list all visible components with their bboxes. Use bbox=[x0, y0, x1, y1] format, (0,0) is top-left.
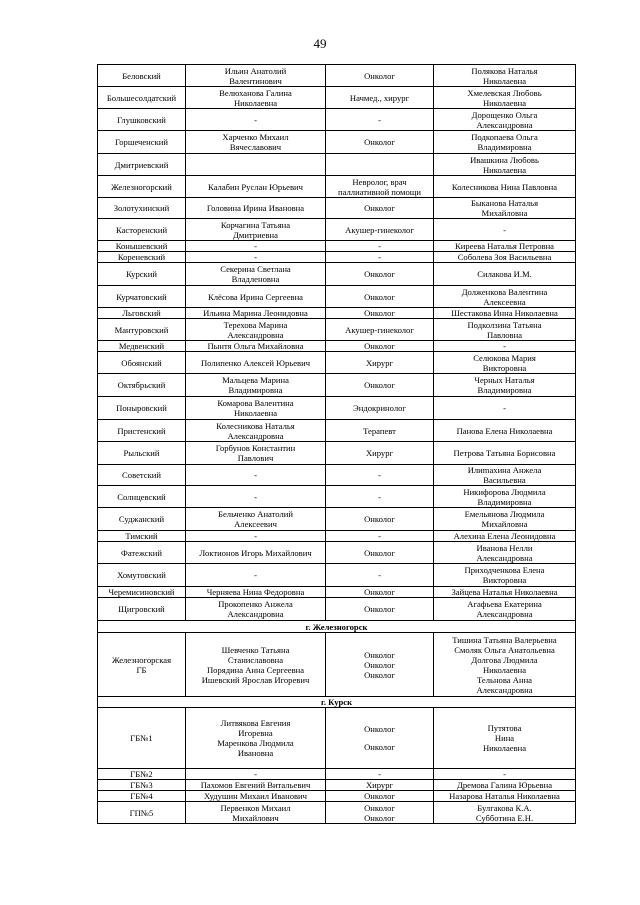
name-cell: Первенков Михаил Михайлович bbox=[186, 802, 326, 824]
specialty-cell: - bbox=[326, 109, 434, 131]
district-cell: Советский bbox=[98, 465, 186, 486]
district-cell: Фатежский bbox=[98, 542, 186, 564]
district-cell: Мантуровский bbox=[98, 319, 186, 341]
district-cell: Беловский bbox=[98, 65, 186, 87]
responsible-cell: - bbox=[434, 219, 576, 241]
responsible-cell: Ивашкина Любовь Николаевна bbox=[434, 154, 576, 176]
responsible-cell: - bbox=[434, 397, 576, 420]
district-cell: ГБ№2 bbox=[98, 769, 186, 780]
specialty-cell: Онколог bbox=[326, 65, 434, 87]
table-row bbox=[98, 65, 576, 87]
responsible-cell: Селюкова Мария Викторовна bbox=[434, 352, 576, 374]
district-cell: Медвенский bbox=[98, 341, 186, 352]
specialty-cell: - bbox=[326, 564, 434, 587]
name-cell: - bbox=[186, 252, 326, 263]
district-cell: Глушковский bbox=[98, 109, 186, 131]
district-cell: Золотухинский bbox=[98, 198, 186, 219]
district-cell: Рыльский bbox=[98, 442, 186, 465]
specialty-cell: Онколог bbox=[326, 198, 434, 219]
page-number: 49 bbox=[313, 36, 327, 51]
district-cell: Большесолдатский bbox=[98, 87, 186, 109]
specialty-cell bbox=[326, 708, 434, 769]
table-row bbox=[98, 442, 576, 465]
table-row bbox=[98, 198, 576, 219]
specialty-cell: - bbox=[326, 252, 434, 263]
specialty-cell: - bbox=[326, 241, 434, 252]
table-row bbox=[98, 486, 576, 508]
specialty-cell: Онколог bbox=[326, 508, 434, 531]
table-row bbox=[98, 131, 576, 154]
specialty-cell: Онколог Онколог bbox=[326, 802, 434, 824]
name-cell: - bbox=[186, 564, 326, 587]
responsible-cell: - bbox=[434, 769, 576, 780]
district-cell: Обоянский bbox=[98, 352, 186, 374]
name-cell: Ильин Анатолий Валентинович bbox=[186, 65, 326, 87]
name-cell: Локтионов Игорь Михайлович bbox=[186, 542, 326, 564]
responsible-cell: - bbox=[434, 341, 576, 352]
specialty-cell: Онколог bbox=[326, 374, 434, 397]
specialty-cell: Акушер-гинеколог bbox=[326, 219, 434, 241]
name-cell: - bbox=[186, 109, 326, 131]
name-cell: Полипенко Алексей Юрьевич bbox=[186, 352, 326, 374]
name-cell bbox=[186, 708, 326, 769]
name-cell: Горбунов Константин Павлович bbox=[186, 442, 326, 465]
specialty-cell: Онколог bbox=[326, 341, 434, 352]
district-cell: Тимский bbox=[98, 531, 186, 542]
responsible-cell: Колесникова Нина Павловна bbox=[434, 176, 576, 198]
district-cell: Железногорская ГБ bbox=[98, 633, 186, 697]
district-rows bbox=[98, 65, 576, 621]
name-cell: Черняева Нина Федоровна bbox=[186, 587, 326, 598]
specialty-cell: Начмед., хирург bbox=[326, 87, 434, 109]
table-row bbox=[98, 374, 576, 397]
responsible-cell: Агафьева Екатерина Александровна bbox=[434, 598, 576, 621]
responsible-cell: Булгакова К.А. Субботина Е.Н. bbox=[434, 802, 576, 824]
name-cell: - bbox=[186, 465, 326, 486]
table-row bbox=[98, 780, 576, 791]
district-cell: Курчатовский bbox=[98, 286, 186, 308]
specialty-entry: Онколог bbox=[364, 742, 395, 752]
specialty-cell: Хирург bbox=[326, 780, 434, 791]
table-row bbox=[98, 769, 576, 780]
responsible-cell: Панова Елена Николаевна bbox=[434, 420, 576, 442]
table-row bbox=[98, 598, 576, 621]
district-cell: Льговский bbox=[98, 308, 186, 319]
name-cell: Харченко Михаил Вячеславович bbox=[186, 131, 326, 154]
section-title-kursk: г. Курск bbox=[98, 697, 576, 708]
table-row bbox=[98, 633, 576, 697]
responsible-cell: Назарова Наталья Николаевна bbox=[434, 791, 576, 802]
table-row bbox=[98, 252, 576, 263]
responsible-cell: Зайцева Наталья Николаевна bbox=[434, 587, 576, 598]
district-cell: Дмитриевский bbox=[98, 154, 186, 176]
responsible-cell: Хмелевская Любовь Николаевна bbox=[434, 87, 576, 109]
name-cell: Головина Ирина Ивановна bbox=[186, 198, 326, 219]
district-cell: Октябрьский bbox=[98, 374, 186, 397]
table-row bbox=[98, 352, 576, 374]
specialty-cell: Хирург bbox=[326, 442, 434, 465]
responsible-cell: Приходченкова Елена Викторовна bbox=[434, 564, 576, 587]
table-row bbox=[98, 341, 576, 352]
district-cell: Пристенский bbox=[98, 420, 186, 442]
specialty-cell: Онколог bbox=[326, 308, 434, 319]
section-row-kursk bbox=[98, 697, 576, 708]
responsible-cell: Дремова Галина Юрьевна bbox=[434, 780, 576, 791]
district-cell: ГБ№3 bbox=[98, 780, 186, 791]
specialty-cell: - bbox=[326, 486, 434, 508]
specialty-cell: Онколог bbox=[326, 587, 434, 598]
specialists-table bbox=[97, 64, 576, 824]
responsible-cell: Долженкова Валентина Алексеевна bbox=[434, 286, 576, 308]
name-cell: Секерина Светлана Владленовна bbox=[186, 263, 326, 286]
specialty-cell: - bbox=[326, 465, 434, 486]
district-cell: Черемисиновский bbox=[98, 587, 186, 598]
name-cell: Бельченко Анатолий Алексеевич bbox=[186, 508, 326, 531]
table-row bbox=[98, 87, 576, 109]
district-cell: ГП№5 bbox=[98, 802, 186, 824]
district-cell: Суджанский bbox=[98, 508, 186, 531]
table-row bbox=[98, 397, 576, 420]
district-cell: ГБ№1 bbox=[98, 708, 186, 769]
responsible-cell: Соболева Зоя Васильевна bbox=[434, 252, 576, 263]
district-cell: Поныровский bbox=[98, 397, 186, 420]
table-row bbox=[98, 319, 576, 341]
specialty-cell: Онколог Онколог Онколог bbox=[326, 633, 434, 697]
specialty-cell: - bbox=[326, 531, 434, 542]
responsible-cell: Шестакова Инна Николаевна bbox=[434, 308, 576, 319]
specialty-cell: Акушер-гинеколог bbox=[326, 319, 434, 341]
table-row bbox=[98, 308, 576, 319]
specialty-cell bbox=[326, 154, 434, 176]
table-row bbox=[98, 420, 576, 442]
table-row bbox=[98, 263, 576, 286]
specialty-cell: Онколог bbox=[326, 131, 434, 154]
district-cell: Хомутовский bbox=[98, 564, 186, 587]
table-row bbox=[98, 508, 576, 531]
table-row bbox=[98, 465, 576, 486]
responsible-cell: Подкопаева Ольга Владимировна bbox=[434, 131, 576, 154]
responsible-cell: Емельянова Людмила Михайловна bbox=[434, 508, 576, 531]
district-cell: Горшеченский bbox=[98, 131, 186, 154]
name-cell: Мальцева Марина Владимировна bbox=[186, 374, 326, 397]
name-cell: Худушин Михаил Иванович bbox=[186, 791, 326, 802]
responsible-cell: Никифорова Людмила Владимировна bbox=[434, 486, 576, 508]
section-title-zheleznogorsk: г. Железногорск bbox=[98, 621, 576, 633]
name-cell: Прокопенко Анжела Александровна bbox=[186, 598, 326, 621]
specialty-cell: Невролог, врач паллиативной помощи bbox=[326, 176, 434, 198]
section-row-zheleznogorsk bbox=[98, 621, 576, 633]
table-row bbox=[98, 802, 576, 824]
specialty-cell: Онколог bbox=[326, 791, 434, 802]
table-row bbox=[98, 154, 576, 176]
name-cell: Корчагина Татьяна Дмитриевна bbox=[186, 219, 326, 241]
responsible-cell: Тишина Татьяна Валерьевна Смоляк Ольга Анатольевна Долгова Людмила Николаевна Тельнова Анна Александровна bbox=[434, 633, 576, 697]
name-cell: Колесникова Наталья Александровна bbox=[186, 420, 326, 442]
responsible-cell: Иванова Нелли Александровна bbox=[434, 542, 576, 564]
responsible-cell: Силакова И.М. bbox=[434, 263, 576, 286]
kursk-rows bbox=[98, 769, 576, 824]
responsible-cell: Путятова Нина Николаевна bbox=[434, 708, 576, 769]
specialty-cell: - bbox=[326, 769, 434, 780]
table-row bbox=[98, 587, 576, 598]
district-cell: ГБ№4 bbox=[98, 791, 186, 802]
responsible-cell: Петрова Татьяна Борисовна bbox=[434, 442, 576, 465]
name-cell: Калабин Руслан Юрьевич bbox=[186, 176, 326, 198]
name-cell: - bbox=[186, 486, 326, 508]
specialty-cell: Онколог bbox=[326, 598, 434, 621]
name-cell: Пахомов Евгений Витальевич bbox=[186, 780, 326, 791]
responsible-cell: Быканова Наталья Михайловна bbox=[434, 198, 576, 219]
specialty-cell: Терапевт bbox=[326, 420, 434, 442]
table-row bbox=[98, 542, 576, 564]
specialty-cell: Хирург bbox=[326, 352, 434, 374]
specialty-cell: Эндокринолог bbox=[326, 397, 434, 420]
table-row bbox=[98, 219, 576, 241]
table-row bbox=[98, 564, 576, 587]
responsible-cell: Илиmахина Анжела Васильевна bbox=[434, 465, 576, 486]
name-cell bbox=[186, 154, 326, 176]
responsible-cell: Черных Наталья Владимировна bbox=[434, 374, 576, 397]
specialty-cell: Онколог bbox=[326, 263, 434, 286]
name-cell: Клёсова Ирина Сергеевна bbox=[186, 286, 326, 308]
name-cell: Терехова Марина Александровна bbox=[186, 319, 326, 341]
specialty-cell: Онколог bbox=[326, 286, 434, 308]
name-cell: Пынтя Ольга Михайловна bbox=[186, 341, 326, 352]
table-row bbox=[98, 286, 576, 308]
table-row bbox=[98, 531, 576, 542]
district-cell: Щигровский bbox=[98, 598, 186, 621]
table-row bbox=[98, 109, 576, 131]
table-row bbox=[98, 241, 576, 252]
specialty-cell: Онколог bbox=[326, 542, 434, 564]
name-entry: Литвякова Евгения Игоревна bbox=[220, 718, 291, 738]
name-cell: Шевченко Татьяна Станиславовна Порядина Анна Сергеевна Ишевский Ярослав Игоревич bbox=[186, 633, 326, 697]
responsible-cell: Дорощенко Ольга Александровна bbox=[434, 109, 576, 131]
name-cell: - bbox=[186, 531, 326, 542]
name-cell: Ильина Марина Леонидовна bbox=[186, 308, 326, 319]
district-cell: Железногорский bbox=[98, 176, 186, 198]
responsible-cell: Подколзина Татьяна Павловна bbox=[434, 319, 576, 341]
district-cell: Кореневский bbox=[98, 252, 186, 263]
table-row bbox=[98, 708, 576, 769]
name-cell: - bbox=[186, 241, 326, 252]
district-cell: Конышевский bbox=[98, 241, 186, 252]
district-cell: Солнцевский bbox=[98, 486, 186, 508]
responsible-cell: Полякова Наталья Николаевна bbox=[434, 65, 576, 87]
table-row bbox=[98, 791, 576, 802]
name-cell: Комарова Валентина Николаевна bbox=[186, 397, 326, 420]
name-cell: Велюханова Галина Николаевна bbox=[186, 87, 326, 109]
district-cell: Касторенский bbox=[98, 219, 186, 241]
name-cell: - bbox=[186, 769, 326, 780]
responsible-cell: Алехина Елена Леонидовна bbox=[434, 531, 576, 542]
responsible-cell: Киреева Наталья Петровна bbox=[434, 241, 576, 252]
name-entry: Маренкова Людмила Ивановна bbox=[217, 738, 294, 758]
district-cell: Курский bbox=[98, 263, 186, 286]
table-row bbox=[98, 176, 576, 198]
specialty-entry: Онколог bbox=[364, 724, 395, 734]
